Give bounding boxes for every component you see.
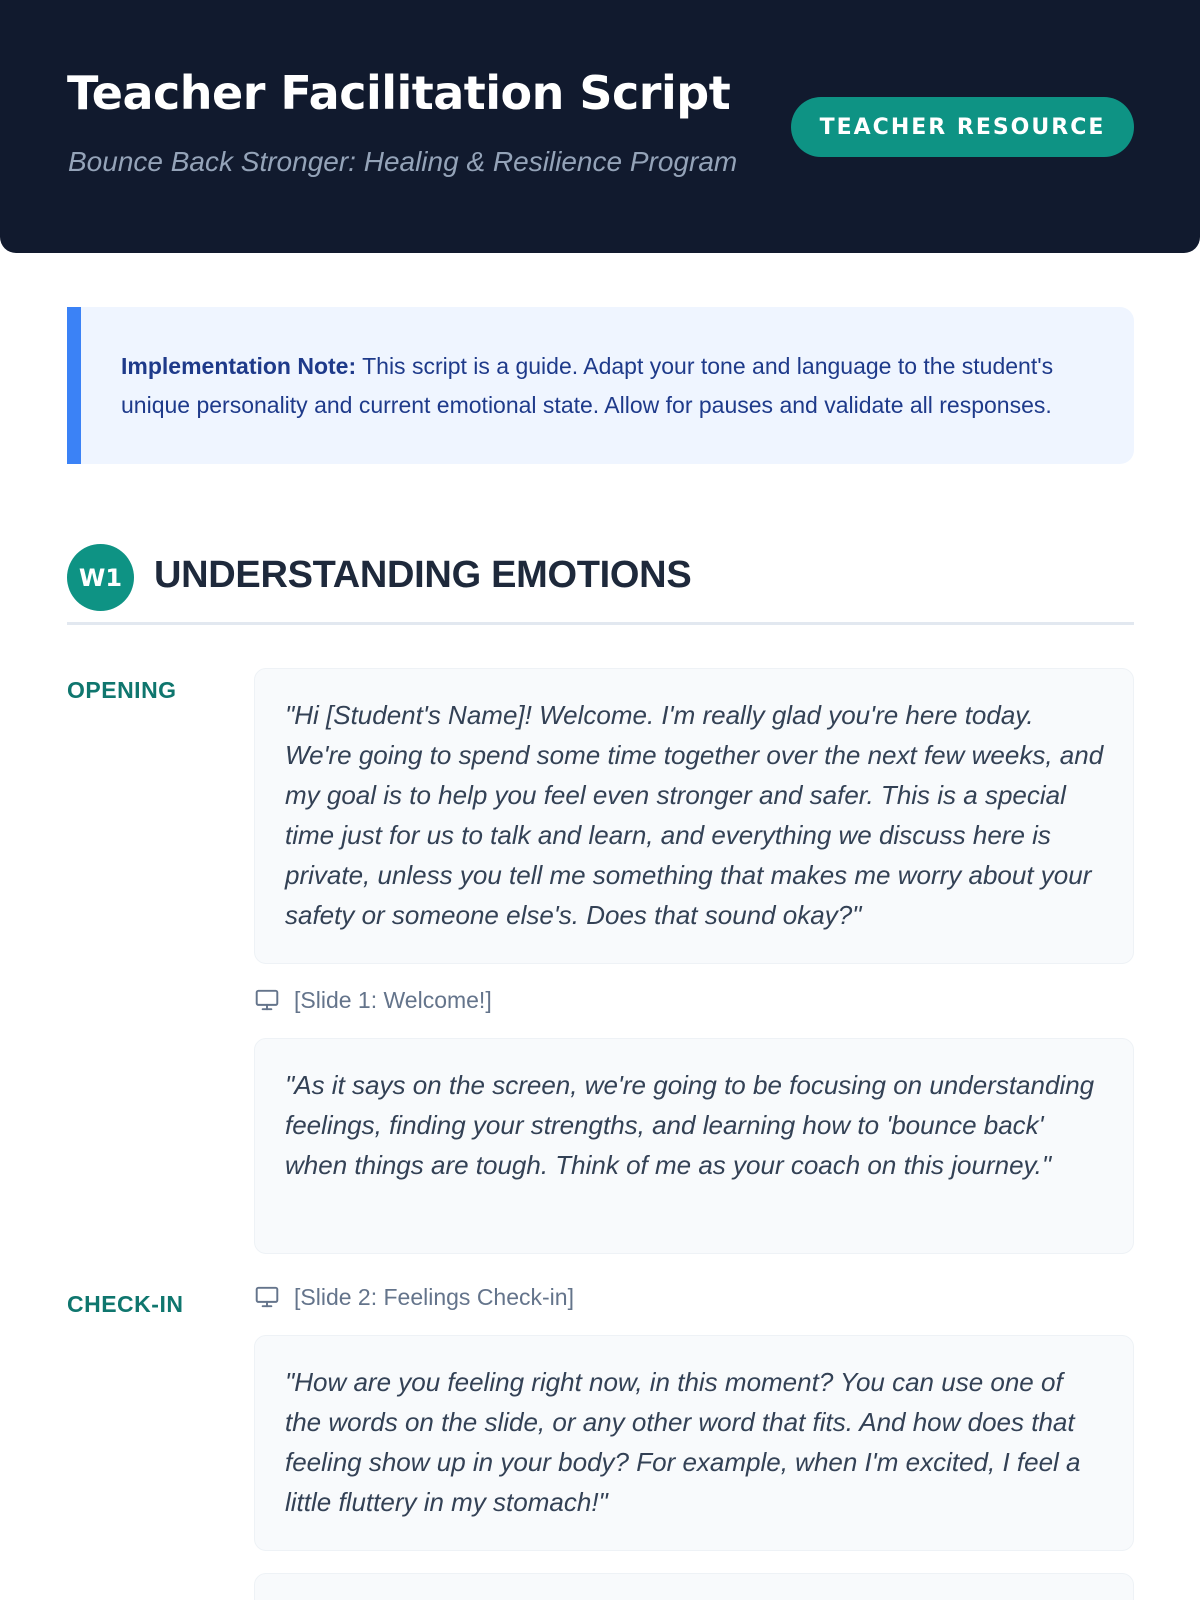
page-title: Teacher Facilitation Script [67, 66, 731, 120]
program-subtitle: Bounce Back Stronger: Healing & Resilience Program [68, 146, 738, 177]
script-text: "How are you feeling right now, in this moment? You can use one of the words on the slide, or any other word that fits. And how does that feeling show up in your body? For example, when I'm excited, I feel a little fluttery in my stomach!" [285, 1367, 1081, 1517]
phase-label-opening: OPENING [67, 677, 177, 703]
implementation-note-label: Implementation Note: [121, 353, 357, 379]
page-header [0, 0, 1200, 253]
slide-cue-1 [254, 985, 492, 1015]
script-box-partial [254, 1573, 1134, 1600]
implementation-note [67, 307, 1134, 464]
phase-label-check-in: CHECK-IN [67, 1291, 184, 1317]
script-box-check-in [254, 1335, 1134, 1551]
slide-cue-label: [Slide 2: Feelings Check-in] [294, 1283, 574, 1310]
section-title: UNDERSTANDING EMOTIONS [154, 554, 692, 596]
section-divider [67, 622, 1134, 625]
implementation-note-text: This script is a guide. Adapt your tone and language to the student's unique personality and current emotional state. Allow for pauses and validate all responses. [121, 353, 1054, 418]
monitor-icon [254, 987, 280, 1013]
slide-cue-label: [Slide 1: Welcome!] [294, 986, 492, 1013]
script-box-opening-overview [254, 1038, 1134, 1254]
monitor-icon [254, 1284, 280, 1310]
slide-cue-2 [254, 1282, 574, 1312]
script-box-opening-welcome [254, 668, 1134, 964]
week-number-badge: W1 [67, 544, 134, 611]
script-text: "As it says on the screen, we're going to be focusing on understanding feelings, finding your strengths, and learning how to 'bounce back' when things are tough. Think of me as your coach on this journey." [285, 1070, 1095, 1180]
teacher-resource-badge: TEACHER RESOURCE [791, 97, 1134, 157]
script-text: "Hi [Student's Name]! Welcome. I'm really glad you're here today. We're going to spend some time together over the next few weeks, and my goal is to help you feel even stronger and safer. This is a special time just for us to talk and learn, and everything we discuss here is private, unless you tell me something that makes me worry about your safety or someone else's. Does that sound okay?" [285, 700, 1104, 930]
